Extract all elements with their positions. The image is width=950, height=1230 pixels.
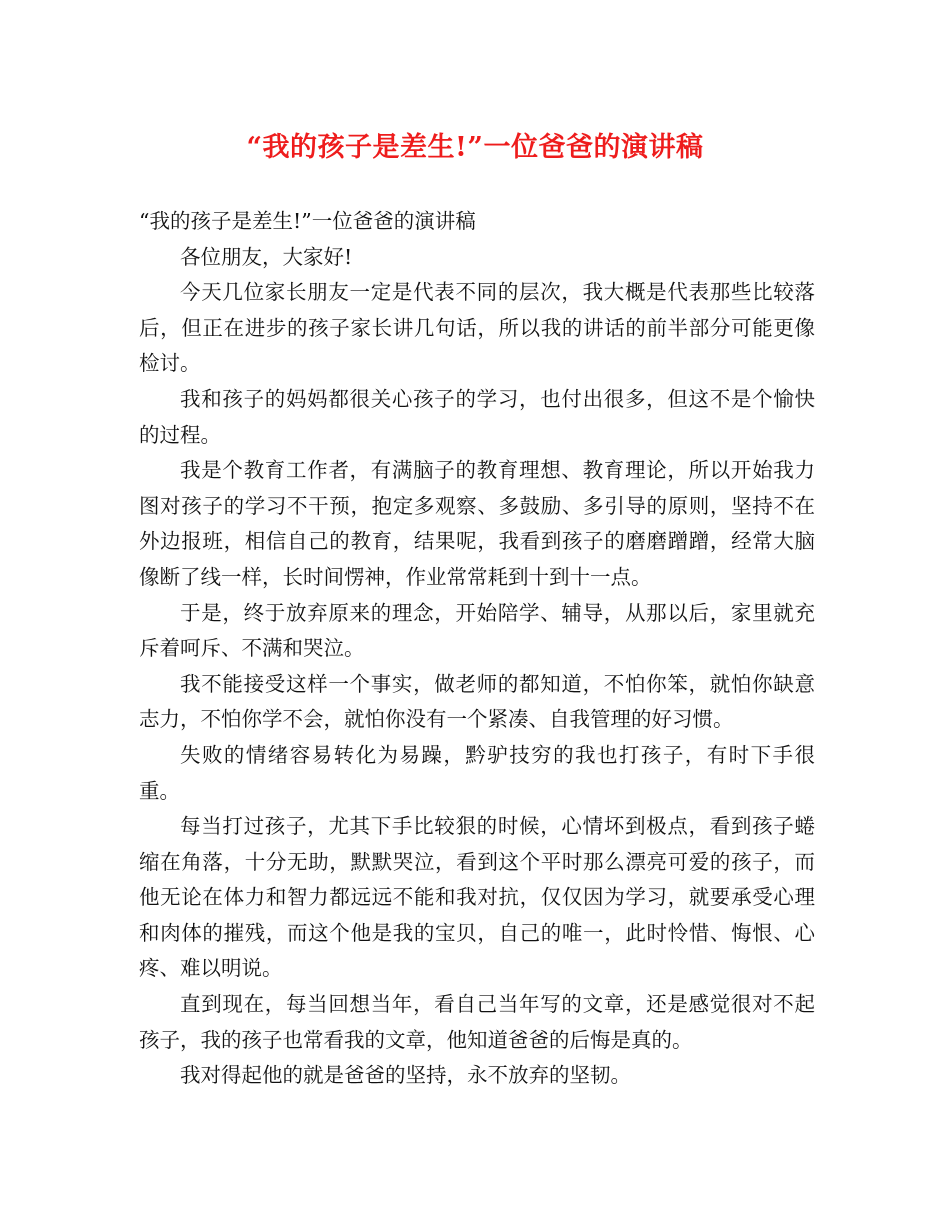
paragraph: 失败的情绪容易转化为易躁，黔驴技穷的我也打孩子，有时下手很重。 — [139, 742, 815, 803]
paragraph: 于是，终于放弃原来的理念，开始陪学、辅导，从那以后，家里就充斥着呵斥、不满和哭泣。 — [139, 600, 815, 661]
paragraph: 今天几位家长朋友一定是代表不同的层次，我大概是代表那些比较落后，但正在进步的孩子家长讲几句话，所以我的讲话的前半部分可能更像检讨。 — [139, 280, 815, 376]
paragraph: 我是个教育工作者，有满脑子的教育理想、教育理论，所以开始我力图对孩子的学习不干预，抱定多观察、多鼓励、多引导的原则，坚持不在外边报班，相信自己的教育，结果呢，我看到孩子的磨磨蹭蹭，经常大脑像断了线一样，长时间愣神，作业常常耗到十到十一点。 — [139, 458, 815, 589]
paragraph-greeting: 各位朋友，大家好! — [180, 244, 353, 269]
paragraph: 我不能接受这样一个事实，做老师的都知道，不怕你笨，就怕你缺意志力，不怕你学不会，就怕你没有一个紧凑、自我管理的好习惯。 — [139, 671, 815, 732]
paragraph: 我和孩子的妈妈都很关心孩子的学习，也付出很多，但这不是个愉快的过程。 — [139, 386, 815, 447]
paragraph: 直到现在，每当回想当年，看自己当年写的文章，还是感觉很对不起孩子，我的孩子也常看我的文章，他知道爸爸的后悔是真的。 — [139, 992, 815, 1052]
document-body — [139, 204, 815, 1094]
document-title: “我的孩子是差生!”一位爸爸的演讲稿 — [246, 132, 704, 163]
paragraph: 每当打过孩子，尤其下手比较狠的时候，心情坏到极点，看到孩子蜷缩在角落，十分无助，默默哭泣，看到这个平时那么漂亮可爱的孩子，而他无论在体力和智力都远远不能和我对抗，仅仅因为学习，就要承受心理和肉体的摧残，而这个他是我的宝贝，自己的唯一，此时怜惜、悔恨、心疼、难以明说。 — [139, 814, 815, 981]
paragraph-subtitle: “我的孩子是差生!”一位爸爸的演讲稿 — [139, 209, 476, 233]
paragraph: 我对得起他的就是爸爸的坚持，永不放弃的坚韧。 — [180, 1063, 631, 1088]
